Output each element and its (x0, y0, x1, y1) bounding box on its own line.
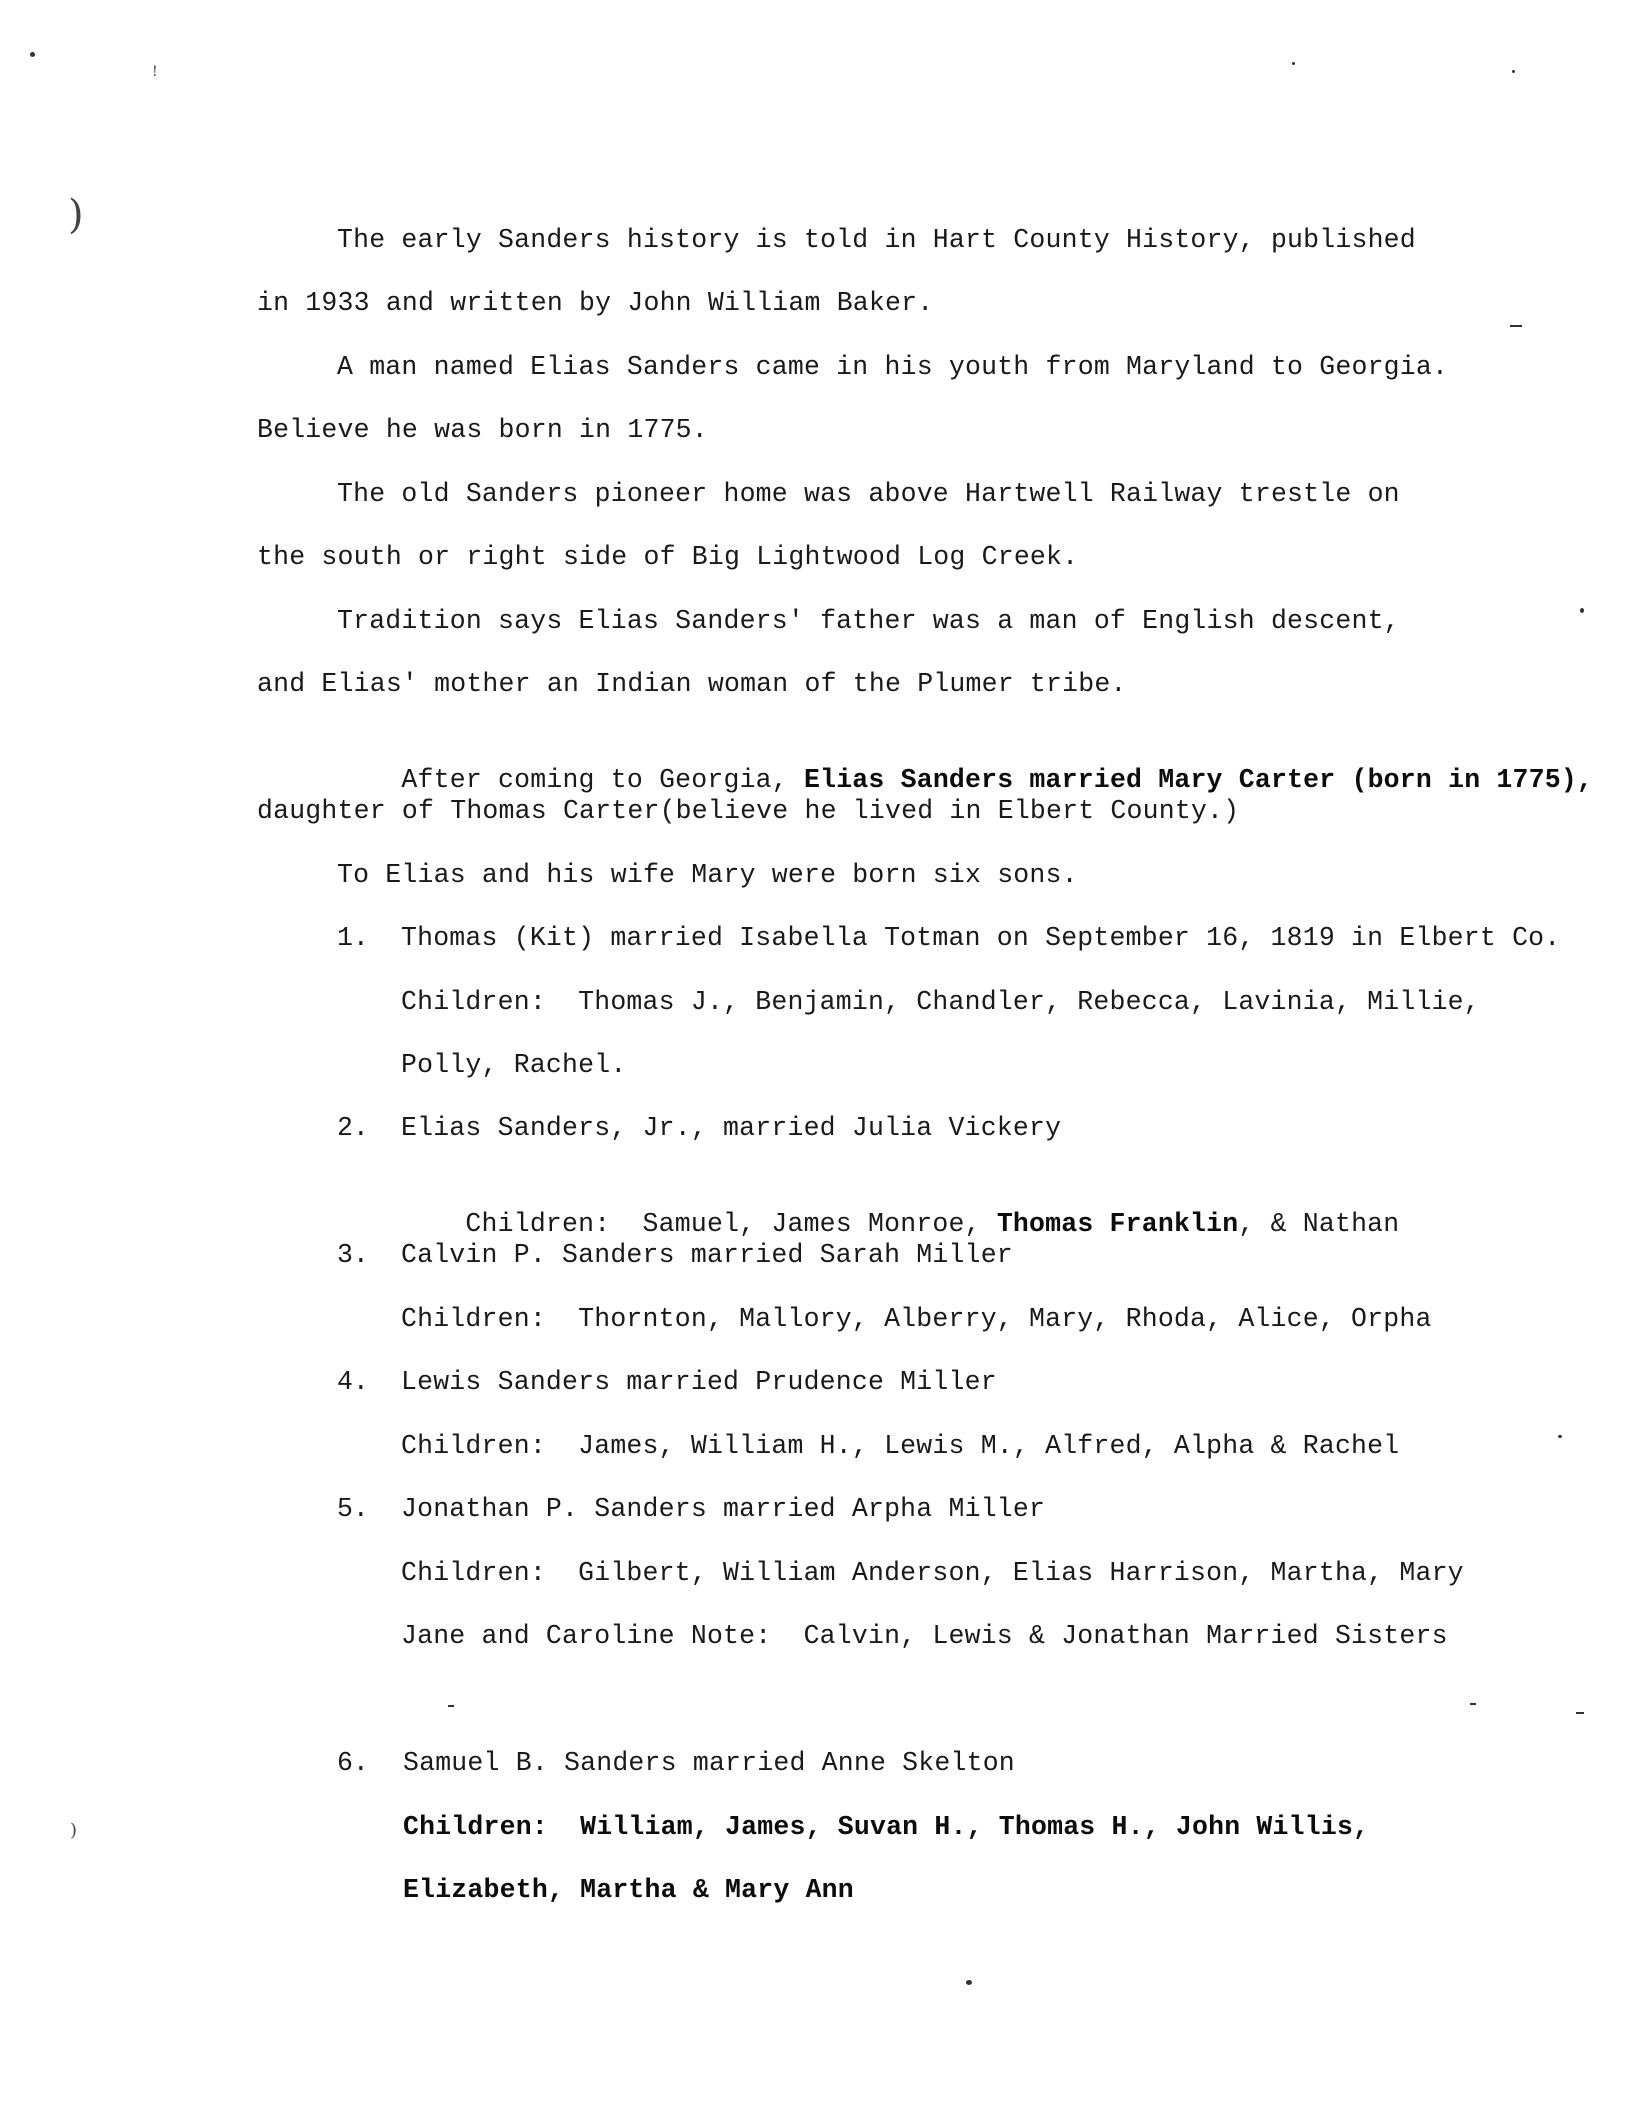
scan-speck (966, 1980, 972, 1985)
scan-speck (1580, 608, 1584, 613)
scan-speck (1512, 70, 1515, 73)
son-children: Children: Gilbert, William Anderson, Elias Harrison, Martha, Mary (401, 1558, 1464, 1588)
list-number: 5. (337, 1494, 369, 1524)
son-children: Children: William, James, Suvan H., Thomas H., John Willis, (403, 1812, 1370, 1842)
scan-speck (1510, 325, 1522, 327)
margin-tick-mark: ! (152, 64, 158, 80)
emphasized-text: Elias Sanders married Mary Carter (born in 1775), (787, 765, 1594, 795)
paragraph-line: the south or right side of Big Lightwood Log Creek. (257, 542, 1079, 572)
paragraph-line: daughter of Thomas Carter(believe he lived in Elbert County.) (257, 796, 1240, 826)
paragraph-line: in 1933 and written by John William Baker. (257, 288, 934, 318)
paragraph-line: Tradition says Elias Sanders' father was a man of English descent, (337, 606, 1400, 636)
scan-speck (30, 52, 35, 57)
list-number: 6. (337, 1748, 369, 1778)
scan-speck (1292, 62, 1295, 65)
son-children: Children: Thomas J., Benjamin, Chandler, Rebecca, Lavinia, Millie, (401, 987, 1480, 1017)
paragraph-line: Believe he was born in 1775. (257, 415, 708, 445)
son-children: Children: James, William H., Lewis M., Alfred, Alpha & Rachel (401, 1431, 1400, 1461)
son-marriage: Calvin P. Sanders married Sarah Miller (401, 1240, 1013, 1270)
son-marriage: Samuel B. Sanders married Anne Skelton (403, 1748, 1015, 1778)
list-number: 2. (337, 1113, 369, 1143)
scan-speck (1576, 1712, 1584, 1714)
son-marriage: Thomas (Kit) married Isabella Totman on September 16, 1819 in Elbert Co. (401, 923, 1561, 953)
scan-speck (448, 1705, 454, 1707)
son-marriage: Elias Sanders, Jr., married Julia Vickery (401, 1113, 1062, 1143)
son-children: Polly, Rachel. (401, 1050, 627, 1080)
children-text: , & Nathan (1238, 1209, 1400, 1239)
list-number: 1. (337, 923, 369, 953)
children-text: Children: Samuel, James Monroe, (465, 1209, 997, 1239)
son-children: Jane and Caroline Note: Calvin, Lewis & Jonathan Married Sisters (401, 1621, 1448, 1651)
paragraph-line: To Elias and his wife Mary were born six sons. (337, 860, 1078, 890)
son-marriage: Jonathan P. Sanders married Arpha Miller (401, 1494, 1046, 1524)
margin-small-mark: ) (70, 1820, 78, 1841)
son-marriage: Lewis Sanders married Prudence Miller (401, 1367, 997, 1397)
margin-paren-mark: ) (68, 192, 84, 238)
list-number: 3. (337, 1240, 369, 1270)
scan-speck (1558, 1435, 1562, 1438)
paragraph-text: After coming to Georgia, (401, 765, 788, 795)
son-children: Elizabeth, Martha & Mary Ann (403, 1875, 854, 1905)
paragraph-line: The old Sanders pioneer home was above Hartwell Railway trestle on (337, 479, 1400, 509)
son-children: Children: Thornton, Mallory, Alberry, Mary, Rhoda, Alice, Orpha (401, 1304, 1432, 1334)
paragraph-line: and Elias' mother an Indian woman of the Plumer tribe. (257, 669, 1127, 699)
paragraph-line: A man named Elias Sanders came in his youth from Maryland to Georgia. (337, 352, 1449, 382)
scan-speck (1470, 1703, 1476, 1705)
list-number: 4. (337, 1367, 369, 1397)
emphasized-text: Thomas Franklin (996, 1209, 1239, 1239)
paragraph-line: The early Sanders history is told in Hart County History, published (337, 225, 1416, 255)
